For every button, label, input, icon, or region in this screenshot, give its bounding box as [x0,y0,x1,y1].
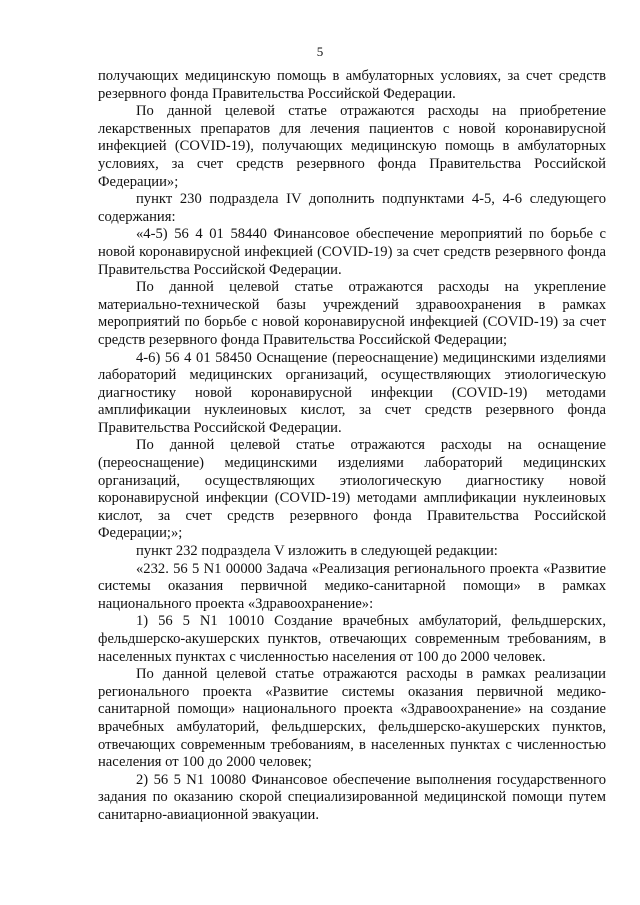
paragraph: По данной целевой статье отражаются расходы в рамках реализации регионального проекта «Развитие системы оказания первичной медико-санитарной помощи» национального проекта «Здравоохранение» на создание врачебных амбулаторий, фельдшерских, фельдшерско-акушерских пунктов, отвечающих современным требованиям, в населенных пунктах с численностью населения от 100 до 2000 человек; [98,666,606,771]
paragraph: 4-6) 56 4 01 58450 Оснащение (переоснащение) медицинскими изделиями лабораторий медицинских организаций, осуществляющих этиологическую диагностику новой коронавирусной инфекции (COVID-19) методами амплификации нуклеиновых кислот, за счет средств резервного фонда Правительства Российской Федерации. [98,349,606,436]
paragraph: 1) 56 5 N1 10010 Создание врачебных амбулаторий, фельдшерских, фельдшерско-акушерских пунктов, отвечающих современным требованиям, в населенных пунктах с численностью населения от 100 до 2000 человек. [98,613,606,665]
paragraph: пункт 232 подраздела V изложить в следующей редакции: [136,543,498,560]
paragraph: По данной целевой статье отражаются расходы на укрепление материально-технической базы учреждений здравоохранения в рамках мероприятий по борьбе с новой коронавирусной инфекцией (COVID-19) за счет средств резервного фонда Правительства Российской Федерации; [98,279,606,348]
document-body [98,68,606,825]
paragraph: 2) 56 5 N1 10080 Финансовое обеспечение выполнения государственного задания по оказанию скорой специализированной медицинской помощи путем санитарно-авиационной эвакуации. [98,771,606,823]
paragraph: По данной целевой статье отражаются расходы на приобретение лекарственных препаратов для лечения пациентов с новой коронавирусной инфекцией (COVID-19), получающих медицинскую помощь в амбулаторных условиях, за счет средств резервного фонда Правительства Российской Федерации»; [98,103,606,190]
page-number: 5 [316,44,324,59]
paragraph: «4-5) 56 4 01 58440 Финансовое обеспечение мероприятий по борьбе с новой коронавирусной инфекцией (COVID-19) за счет средств резервного фонда Правительства Российской Федерации. [98,226,606,278]
paragraph: По данной целевой статье отражаются расходы на оснащение (переоснащение) медицинскими изделиями лабораторий медицинских организаций, осуществляющих этиологическую диагностику новой коронавирусной инфекции (COVID-19) методами амплификации нуклеиновых кислот, за счет средств резервного фонда Правительства Российской Федерации;»; [98,437,606,542]
paragraph: пункт 230 подраздела IV дополнить подпунктами 4-5, 4-6 следующего содержания: [98,191,606,225]
paragraph: «232. 56 5 N1 00000 Задача «Реализация регионального проекта «Развитие системы оказания первичной медико-санитарной помощи» в рамках национального проекта «Здравоохранение»: [98,560,606,612]
paragraph: получающих медицинскую помощь в амбулаторных условиях, за счет средств резервного фонда Правительства Российской Федерации. [98,68,606,102]
